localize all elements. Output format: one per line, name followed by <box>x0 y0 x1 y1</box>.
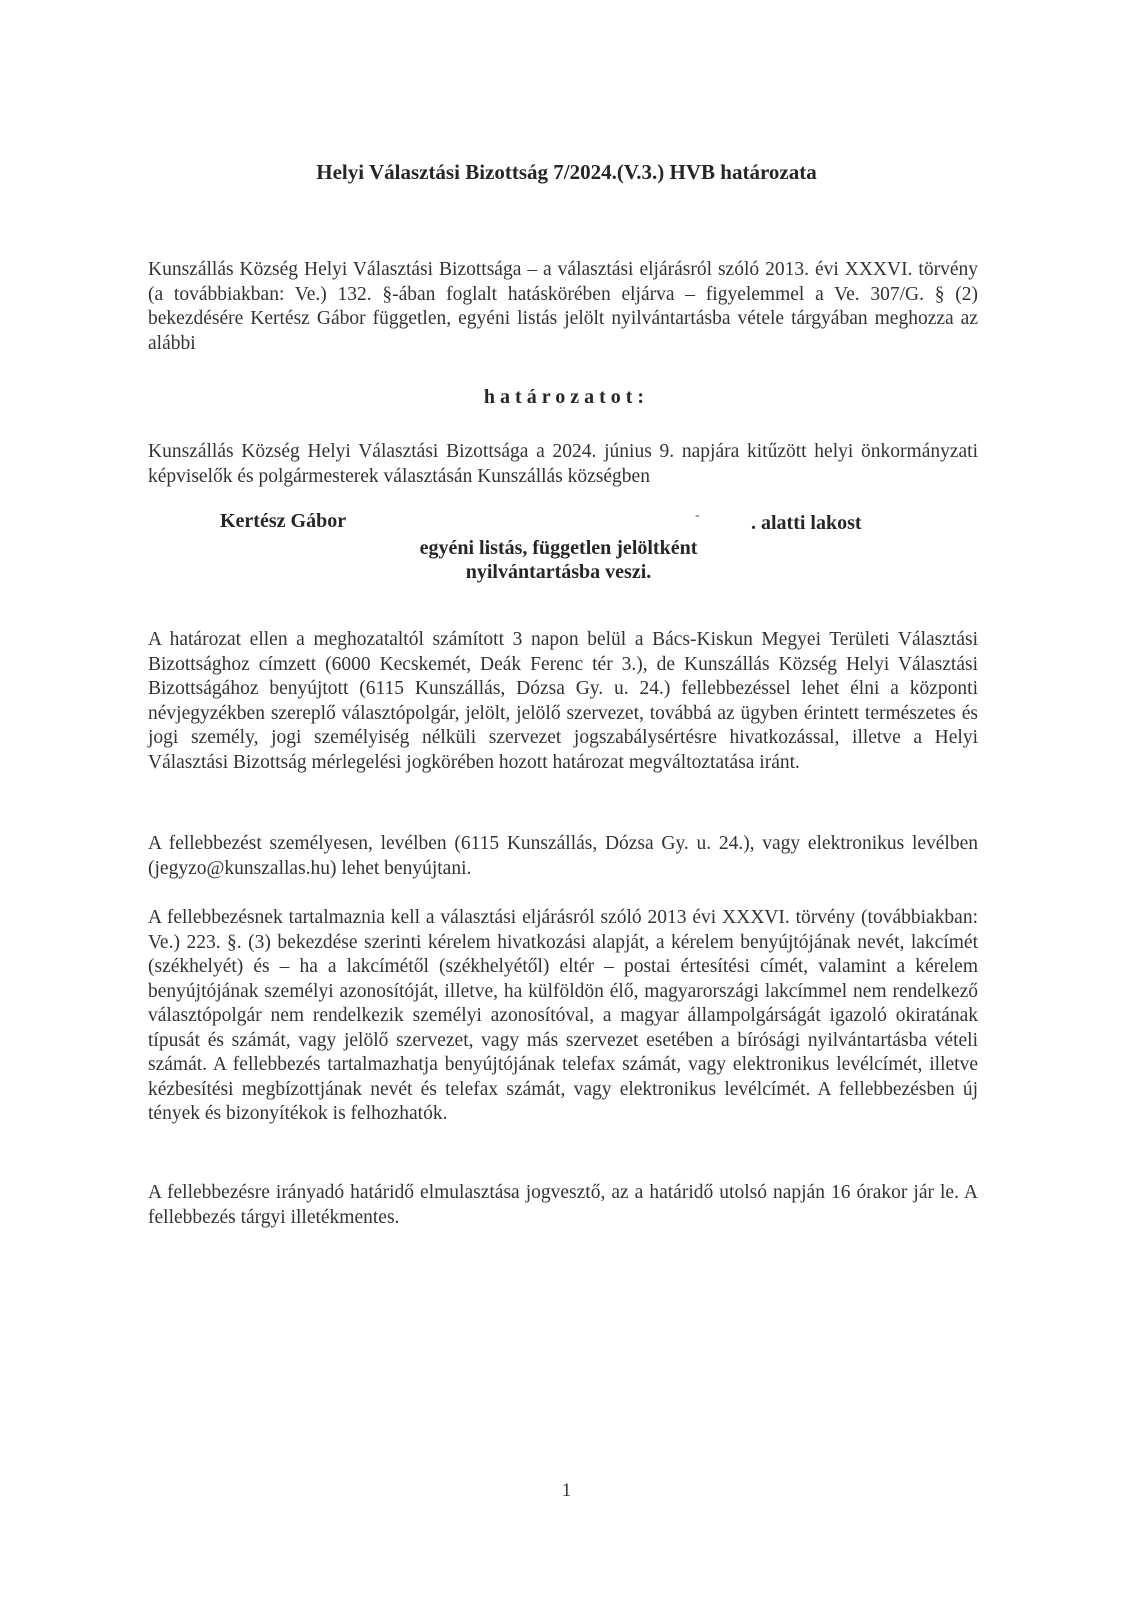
redaction-mark: - <box>695 508 700 523</box>
decision-line-1: egyéni listás, független jelöltként <box>419 537 698 559</box>
page-number: 1 <box>561 1480 572 1501</box>
contents-paragraph: A fellebbezésnek tartalmaznia kell a választási eljárásról szóló 2013 évi XXXVI. törvény (továbbiakban: Ve.) 223. §. (3) bekezdése szerinti kérelem hivatkozási alapját, a kérelem benyújtójának nevét, lakcímét (székhelyét) és – ha a lakcímétől (székhelyétől) eltér – postai értesítési címét, valamint a kérelem benyújtójának személyi azonosítóját, illetve, ha külföldön élő, magyarországi lakcímmel nem rendelkező választópolgár nem rendelkezik személyi azonosítóval, a magyar állampolgárságát igazoló okiratának típusát és számát, vagy jelölő szervezet, vagy más szervezet esetében a bírósági nyilvántartásba vételi számát. A fellebbezés tartalmazhatja benyújtójának telefax számát, vagy elektronikus levélcímét, illetve kézbesítési megbízottjának nevét és telefax számát, vagy elektronikus levélcímét. A fellebbezésben új tények és bizonyítékok is felhozhatók. <box>148 907 978 1124</box>
submission-paragraph: A fellebbezést személyesen, levélben (6115 Kunszállás, Dózsa Gy. u. 24.), vagy elektronikus levélben (jegyzo@kunszallas.hu) lehet benyújtani. <box>148 833 978 879</box>
document-title: Helyi Választási Bizottság 7/2024.(V.3.) HVB határozata <box>316 160 817 184</box>
address-suffix: . alatti lakost <box>751 512 862 534</box>
decision-intro-paragraph: Kunszállás Község Helyi Választási Bizottsága a 2024. június 9. napjára kitűzött helyi önkormányzati képviselők és polgármesterek választásán Kunszállás községben <box>148 441 978 487</box>
candidate-name: Kertész Gábor <box>220 510 347 532</box>
decision-line-2: nyilvántartásba veszi. <box>465 561 652 583</box>
intro-paragraph: Kunszállás Község Helyi Választási Bizottsága – a választási eljárásról szóló 2013. évi XXXVI. törvény (a továbbiakban: Ve.) 132. §-ában foglalt hatáskörében eljárva – figyelemmel a Ve. 307/G. § (2) bekezdésére Kertész Gábor független, egyéni listás jelölt nyilvántartásba vétele tárgyában meghozza az alábbi <box>148 259 978 354</box>
deadline-paragraph: A fellebbezésre irányadó határidő elmulasztása jogvesztő, az a határidő utolsó napján 16 órakor jár le. A fellebbezés tárgyi illetékmentes. <box>148 1182 978 1228</box>
decision-heading: határozatot: <box>483 386 650 408</box>
appeal-paragraph: A határozat ellen a meghozataltól számított 3 napon belül a Bács-Kiskun Megyei Területi Választási Bizottsághoz címzett (6000 Kecskemét, Deák Ferenc tér 3.), de Kunszállás Község Helyi Választási Bizottságához benyújtott (6115 Kunszállás, Dózsa Gy. u. 24.) fellebbezéssel lehet élni a központi névjegyzékben szereplő választópolgár, jelölt, jelölő szervezet, továbbá az ügyben érintett természetes és jogi személy, jogi személyiség nélküli szervezet jogszabálysértésre hivatkozással, illetve a Helyi Választási Bizottság mérlegelési jogkörében hozott határozat megváltoztatása iránt. <box>148 629 978 773</box>
